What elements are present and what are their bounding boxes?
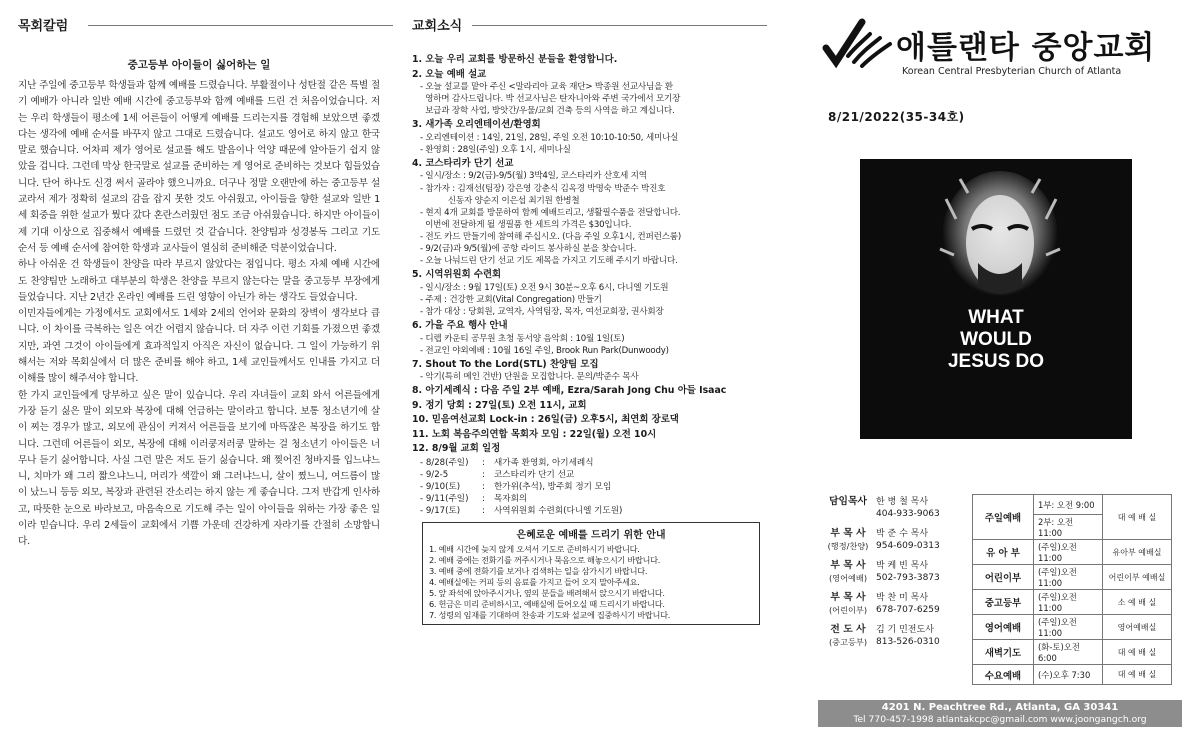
staff-role bbox=[824, 624, 872, 648]
guide-item: 7. 성령의 임재를 기대하며 찬송과 기도와 설교에 집중하시기 바랍니다. bbox=[429, 610, 670, 621]
news-list bbox=[412, 53, 766, 456]
staff-info bbox=[872, 592, 940, 616]
bulletin-date: 8/21/2022(35-34호) bbox=[828, 110, 965, 124]
service-name: 새벽기도 bbox=[973, 640, 1034, 665]
news-item-line: - 일시/장소 : 9/2(금)-9/5(월) 3박4일, 코스타리카 산호세 지역 bbox=[420, 171, 647, 182]
staff-phone: 502-793-3873 bbox=[876, 573, 940, 583]
staff-info bbox=[872, 528, 940, 552]
staff-name: 김 기 민전도사 bbox=[876, 625, 934, 635]
service-time: (화-토)오전 6:00 bbox=[1034, 640, 1103, 665]
news-item-line: - 전교인 야외예배 : 10월 16일 주일, Brook Run Park(Dunwoody) bbox=[420, 345, 669, 356]
staff-info bbox=[872, 624, 940, 648]
article-paragraph: 지난 주일에 중고등부 학생들과 함께 예배를 드렸습니다. 부활절이나 성탄절 같은 특별 절기 예배가 아니라 일반 예배 시간에 중고등부와 함께 예배를 드린 건 처음이었습니다. 저는 우리 학생들이 평소에 1세 어른들이 어떻게 예배를 드리는지를 경험해 보았으면 좋겠다는 생각에 예배 순서를 바꾸지 않고 그대로 드렸습니다. 설교도 영어로 하지 않고 한국말로 했습니다. 어차피 제가 영어로 설교를 해도 발음이나 억양 때문에 알아듣기 쉽지 않았을 겁니다. 그런데 막상 한국말로 설교를 준비하는 게 영어로 준비하는 것보다 힘들었습니다. 단어 하나도 신경 써서 골라야 했으니까요. 더구나 정말 오랜만에 하는 중고등부 설교라서 제가 정확히 설교의 감을 잡지 못한 것도 아쉬웠고, 아이들을 향한 설교와 일반 1세 회중을 위한 설교가 뭤다 갔다 혼란스러웠던 점도 조금 아쉬웠습니다. 하지만 아이들이 제 기대 이상으로 집중해서 예배를 드렸던 것 같습니다. 찬양팀과 성경봉독 그리고 기도 순서 등 예배 순서에 참여한 학생과 교사들이 열심히 준비해준 덕분이었습니다. bbox=[18, 80, 380, 254]
staff-role-title: 부 목 사 bbox=[830, 560, 866, 571]
staff-phone: 813-526-0310 bbox=[876, 637, 940, 647]
news-item-line: - 현지 4개 교회를 방문하여 함께 예배드리고, 생활필수품을 전달합니다. bbox=[420, 207, 681, 218]
news-item-title: 9. 정기 당회 : 27일(토) 오전 11시, 교회 bbox=[412, 399, 587, 411]
staff-row bbox=[824, 624, 974, 648]
staff-phone: 954-609-0313 bbox=[876, 541, 940, 551]
service-place: 유아부 예배실 bbox=[1103, 540, 1172, 565]
news-item-title: 3. 새가족 오리엔테이션/환영회 bbox=[412, 119, 541, 131]
news-item-title: 7. Shout To the Lord(STL) 찬양팀 모집 bbox=[412, 358, 599, 370]
staff-role-dept: (행정/찬양) bbox=[827, 541, 869, 551]
news-item bbox=[412, 399, 766, 413]
news-item-line: 신동자 양순지 이은섭 최기원 한병철 bbox=[420, 195, 580, 206]
news-item-line: - 악기(특히 메인 건반) 단원을 모집합니다. 문의/박준수 목사 bbox=[420, 372, 639, 383]
schedule-row bbox=[412, 493, 766, 505]
schedule-list bbox=[412, 457, 766, 517]
schedule-event: 사역위원회 수련회(다니엘 기도원) bbox=[494, 506, 623, 517]
guide-item: 2. 예배 중에는 전화기를 꺼주시거나 묵음으로 해놓으시기 바랍니다. bbox=[429, 555, 661, 566]
news-item-title: 8. 아기세례식 : 다음 주일 2부 예배, Ezra/Sarah Jong Chu 아들 Isaac bbox=[412, 385, 727, 397]
guide-item: 3. 예배 중에 전화기를 보거나 검색하는 일을 삼가시기 바랍니다. bbox=[429, 566, 648, 577]
service-name: 어린이부 bbox=[973, 565, 1034, 590]
staff-role-dept: (영어예배) bbox=[828, 573, 868, 583]
contact-line: Tel 770-457-1998 atlantakcpc@gmail.com www.joongangch.org bbox=[853, 714, 1147, 725]
guide-item: 5. 앞 좌석에 앉아주시거나, 옆의 분들을 배려해서 앉으시기 바랍니다. bbox=[429, 588, 665, 599]
schedule-date: - 9/11(주일) bbox=[420, 494, 469, 505]
church-news bbox=[412, 0, 766, 625]
service-times-table bbox=[972, 494, 1172, 685]
news-item-line: - 전도 카드 만들기에 참여해 주십시오. (다음 주일 오후1시, 컨퍼런스룸) bbox=[420, 231, 682, 242]
service-place: 영어예배실 bbox=[1103, 615, 1172, 640]
service-place: 소 예 배 실 bbox=[1103, 590, 1172, 615]
article-paragraph: 하나 아쉬운 건 학생들이 찬양을 따라 부르지 않았다는 점입니다. 평소 자체 예배 시간에도 찬양팀만 노래하고 대부분의 학생은 찬양을 부르지 않는다는 말을 중고등부 부장에게 들었습니다. 지난 2년간 온라인 예배를 드린 영향이 아닌가 하는 생각도 들었습니다. bbox=[18, 259, 380, 303]
guide-title: 은혜로운 예배를 드리기 위한 안내 bbox=[516, 530, 666, 542]
staff-role-title: 담임목사 bbox=[829, 496, 867, 507]
section-title: 목회칼럼 bbox=[18, 19, 69, 34]
staff-role-title: 부 목 사 bbox=[830, 592, 866, 603]
news-item bbox=[412, 358, 766, 384]
service-name: 중고등부 bbox=[973, 590, 1034, 615]
staff-list bbox=[824, 496, 974, 656]
news-item bbox=[412, 428, 766, 442]
staff-row bbox=[824, 496, 974, 520]
schedule-event: 한가위(추석), 방주회 정기 모임 bbox=[494, 481, 612, 492]
news-item-title: 11. 노회 복음주의연합 목회자 모임 : 22일(월) 오전 10시 bbox=[412, 428, 657, 440]
news-item-line: - 9/2(금)과 9/5(월)에 공항 라이드 봉사하실 분을 찾습니다. bbox=[420, 244, 637, 255]
news-item-title: 6. 가을 주요 행사 안내 bbox=[412, 320, 508, 331]
news-item-title: 5. 시역위원회 수련회 bbox=[412, 269, 502, 281]
news-item bbox=[412, 118, 766, 156]
news-item bbox=[412, 68, 766, 118]
guide-item: 4. 예배실에는 커피 등의 음료를 가지고 들어 오지 말아주세요. bbox=[429, 577, 640, 588]
news-item-title: 1. 오늘 우리 교회를 방문하신 분들을 환영합니다. bbox=[412, 54, 618, 65]
staff-name: 한 병 철 목사 bbox=[876, 497, 929, 507]
article-paragraph: 한 가지 교인들에게 당부하고 싶은 말이 있습니다. 우리 자녀들이 교회 와서 어른들에게 가장 듣기 싫은 말이 외모와 복장에 대해 언급하는 말이라고 합니다. 보통 청소년기에 살이 찌는 경우가 많고, 외모에 관심이 커져서 어른들을 보기에 마뜩잖은 복장을 하기도 합니다. 그런데 어른들이 외모, 복장에 대해 이러쿵저러쿵 말하는 걸 청소년기 아이들은 너무나 듣기 싫어합니다. 사실 그런 말은 저도 듣기 싫습니다. 왜 찢어진 청바지를 입느냐느니, 치마가 왜 그리 짧으냐느니, 머리가 색깔이 왜 그러냐느니, 살이 쪘느니, 여드름이 많이 났느니 등등 외모, 복장과 관련된 잔소리는 하지 않는 게 좋습니다. 그저 반갑게 인사하고, 따뜻한 눈으로 바라보고, 마음속으로 기도해 주는 일이 아이들을 위하는 가장 좋은 일이라 믿습니다. 우리 2세들이 교회에서 기쁨 가운데 건강하게 자라기를 간절히 소망합니다. bbox=[18, 389, 380, 548]
news-item bbox=[412, 53, 766, 67]
staff-role bbox=[824, 592, 872, 616]
staff-phone: 678-707-6259 bbox=[876, 605, 940, 615]
news-item-line: - 디렙 카운티 공무원 초청 동서양 음악회 : 10월 1일(토) bbox=[420, 333, 625, 344]
service-name: 수요예배 bbox=[973, 665, 1034, 685]
news-item-title: 4. 코스타리카 단기 선교 bbox=[412, 157, 514, 169]
news-item-line: - 주제 : 건강한 교회(Vital Congregation) 만들기 bbox=[420, 294, 602, 305]
service-row bbox=[973, 640, 1172, 665]
schedule-separator: : bbox=[482, 469, 485, 480]
staff-name: 박 찬 미 목사 bbox=[876, 593, 929, 603]
service-name: 영어예배 bbox=[973, 615, 1034, 640]
guide-item: 6. 헌금은 미리 준비하시고, 예배실에 들어오실 때 드리시기 바랍니다. bbox=[429, 599, 665, 610]
news-item bbox=[412, 157, 766, 267]
church-name-ko: 애틀랜타 중앙교회 bbox=[896, 30, 1156, 66]
schedule-event: 새가족 환영회, 아기세례식 bbox=[494, 457, 594, 468]
news-item bbox=[412, 413, 766, 427]
schedule-date: - 9/10(토) bbox=[420, 481, 461, 492]
schedule-date: - 8/28(주일) bbox=[420, 457, 469, 468]
schedule-event: 목자회의 bbox=[494, 494, 528, 505]
service-place: 대 예 배 실 bbox=[1103, 665, 1172, 685]
staff-info bbox=[872, 496, 940, 520]
news-item-title: 12. 8/9월 교회 일정 bbox=[412, 443, 501, 455]
staff-role-title: 부 목 사 bbox=[830, 528, 866, 539]
bulletin-cover bbox=[818, 0, 1182, 725]
news-item bbox=[412, 384, 766, 398]
service-time: (주일)오전 11:00 bbox=[1034, 565, 1103, 590]
news-item-line: - 참가 대상 : 당회원, 교역자, 사역팀장, 목자, 여선교회장, 권사회장 bbox=[420, 306, 664, 317]
service-name: 유 아 부 bbox=[973, 540, 1034, 565]
staff-name: 박 케 빈 목사 bbox=[876, 561, 929, 571]
staff-role-dept: (어린이부) bbox=[828, 605, 868, 615]
checkmark-waves-icon bbox=[822, 18, 894, 70]
news-item-line: - 참가자 : 김재선(팀장) 강은영 강춘식 김옥경 박명숙 박준수 박진호 bbox=[420, 183, 666, 194]
address-bar bbox=[818, 700, 1182, 727]
staff-role-dept: (중고등부) bbox=[828, 637, 868, 647]
jesus-portrait-icon bbox=[860, 159, 1132, 439]
service-row bbox=[973, 590, 1172, 615]
church-name-en: Korean Central Presbyterian Church of Atlanta bbox=[902, 66, 1122, 77]
news-item-line: - 오리엔테이션 : 14일, 21일, 28일, 주일 오전 10:10-10:50, 세미나실 bbox=[420, 132, 679, 143]
schedule-row bbox=[412, 481, 766, 493]
poster-caption: WHAT WOULD JESUS DO bbox=[947, 307, 1045, 372]
staff-row bbox=[824, 528, 974, 552]
news-item-line: - 일시/장소 : 9월 17일(토) 오전 9시 30분~오후 6시, 다니엘 기도원 bbox=[420, 282, 669, 293]
news-item bbox=[412, 442, 766, 456]
schedule-separator: : bbox=[482, 494, 485, 505]
schedule-separator: : bbox=[482, 457, 485, 468]
news-item-line: 보급과 장학 사업, 방앗간/우물/교회 건축 등의 사역을 하고 계십니다. bbox=[420, 106, 675, 117]
schedule-row bbox=[412, 469, 766, 481]
address-line: 4201 N. Peachtree Rd., Atlanta, GA 30341 bbox=[881, 702, 1119, 713]
divider bbox=[472, 25, 767, 26]
staff-phone: 404-933-9063 bbox=[876, 509, 940, 519]
service-row bbox=[973, 540, 1172, 565]
service-time: (수)오후 7:30 bbox=[1034, 665, 1103, 685]
news-item-title: 10. 믿음여선교회 Lock-in : 26일(금) 오후5시, 최연희 장로댁 bbox=[412, 414, 679, 426]
news-item-line: - 오늘 나눠드린 단기 선교 기도 제목을 가지고 기도해 주시기 바랍니다. bbox=[420, 256, 678, 267]
church-logo bbox=[818, 0, 1182, 77]
service-row bbox=[973, 615, 1172, 640]
staff-role bbox=[824, 528, 872, 552]
staff-role bbox=[824, 496, 872, 520]
staff-role bbox=[824, 560, 872, 584]
pastoral-column bbox=[18, 0, 380, 551]
staff-row bbox=[824, 560, 974, 584]
article-title: 중고등부 아이들이 싫어하는 일 bbox=[127, 59, 271, 71]
service-time: (주일)오전 11:00 bbox=[1034, 590, 1103, 615]
schedule-event: 코스타리카 단기 선교 bbox=[494, 469, 575, 480]
service-time: 1부: 오전 9:00 bbox=[1034, 495, 1103, 515]
service-name: 주일예배 bbox=[973, 495, 1034, 540]
service-place: 대 예 배 실 bbox=[1103, 495, 1172, 540]
schedule-separator: : bbox=[482, 506, 485, 517]
staff-name: 박 준 수 목사 bbox=[876, 529, 929, 539]
news-item-line: - 환영회 : 28일(주일) 오후 1시, 세미나실 bbox=[420, 144, 571, 155]
section-title: 교회소식 bbox=[412, 19, 463, 34]
service-place: 대 예 배 실 bbox=[1103, 640, 1172, 665]
service-row bbox=[973, 565, 1172, 590]
poster-image bbox=[860, 159, 1132, 439]
news-item-line: 영하며 감사드립니다. 박 선교사님은 탄자니아와 주변 국가에서 모기장 bbox=[420, 94, 681, 105]
divider bbox=[88, 25, 393, 26]
news-item-line: - 오늘 설교를 맡아 주신 <말라리아 교육 재단> 박종원 선교사님을 환 bbox=[420, 82, 673, 92]
service-time: (주일)오전 11:00 bbox=[1034, 615, 1103, 640]
staff-row bbox=[824, 592, 974, 616]
service-time: (주일)오전 11:00 bbox=[1034, 540, 1103, 565]
worship-guide-box bbox=[422, 522, 760, 625]
staff-info bbox=[872, 560, 940, 584]
news-item-title: 2. 오늘 예배 설교 bbox=[412, 68, 487, 80]
guide-list bbox=[429, 544, 753, 621]
service-place: 어린이부 예배실 bbox=[1103, 565, 1172, 590]
schedule-date: - 9/2-5 bbox=[420, 469, 449, 480]
news-item bbox=[412, 268, 766, 318]
schedule-row bbox=[412, 505, 766, 517]
service-row bbox=[973, 665, 1172, 685]
article-paragraph: 이민자들에게는 가정에서도 교회에서도 1세와 2세의 언어와 문화의 장벽이 생각보다 큽니다. 이 차이를 극복하는 일은 여간 어렵지 않습니다. 더 자주 이런 기회를 가졌으면 좋겠지만, 과연 그것이 아이들에게 효과적일지 아직은 자신이 없습니다. 그 일이 가능하기 위해서는 저와 목회실에서 더 많은 준비를 해야 하고, 1세 교인들께서도 인내를 가지고 더 이해를 많이 해주셔야 합니다. bbox=[18, 308, 380, 385]
schedule-separator: : bbox=[482, 481, 485, 492]
guide-item: 1. 예배 시간에 늦지 않게 오셔서 기도로 준비하시기 바랍니다. bbox=[429, 544, 640, 555]
news-item bbox=[412, 319, 766, 357]
schedule-date: - 9/17(토) bbox=[420, 506, 461, 517]
schedule-row bbox=[412, 457, 766, 469]
staff-role-title: 전 도 사 bbox=[830, 624, 866, 635]
news-item-line: 이번에 전달하게 될 생필품 한 세트의 가격은 $30입니다. bbox=[420, 219, 632, 230]
service-time: 2부: 오전 11:00 bbox=[1034, 515, 1103, 540]
service-row bbox=[973, 495, 1172, 515]
